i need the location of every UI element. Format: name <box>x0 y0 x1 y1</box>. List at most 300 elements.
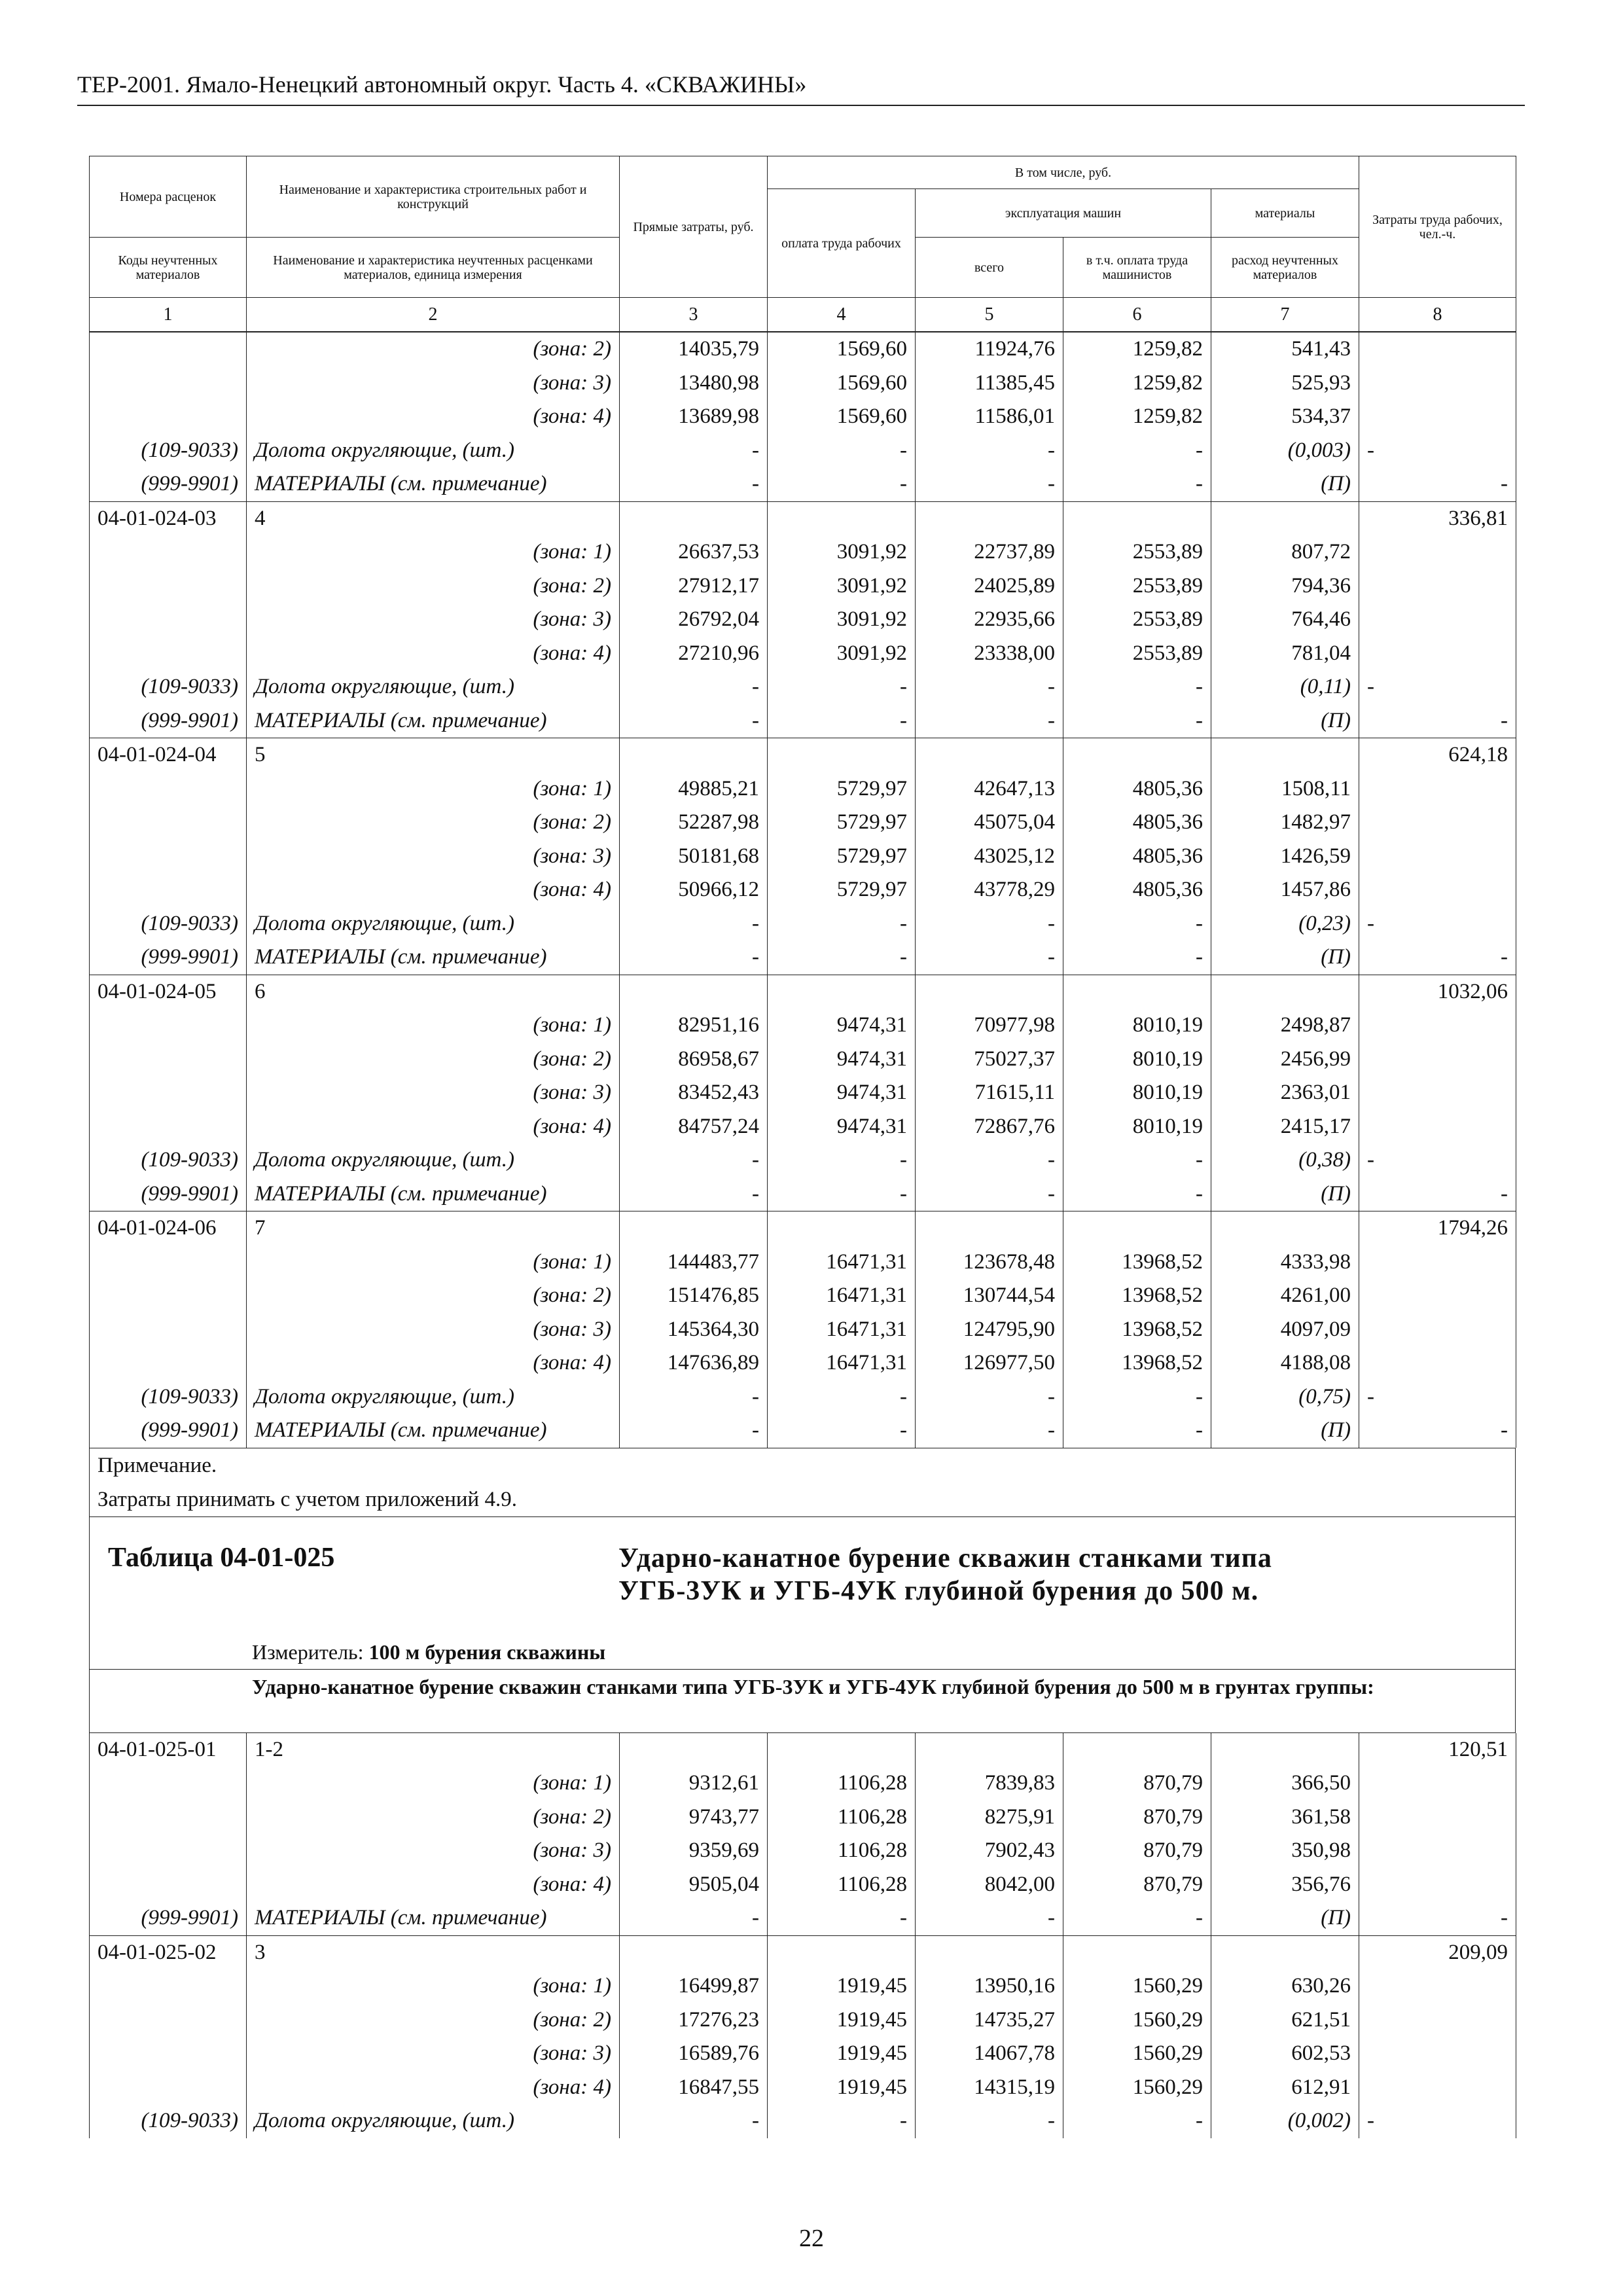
direct-cost: 26637,53 <box>620 535 768 569</box>
material-name: МАТЕРИАЛЫ (см. примечание) <box>247 704 620 738</box>
machine-total: 43778,29 <box>916 873 1063 907</box>
worker-pay: 5729,97 <box>768 806 916 840</box>
dash: - <box>768 1177 916 1211</box>
materials-cost: 1426,59 <box>1211 840 1359 874</box>
col-labor-costs: Затраты труда рабочих, чел.-ч. <box>1359 156 1516 298</box>
zone-label: (зона: 2) <box>247 1279 620 1313</box>
direct-cost: 145364,30 <box>620 1313 768 1347</box>
direct-cost: 84757,24 <box>620 1110 768 1144</box>
dash: - <box>916 1177 1063 1211</box>
rate-code: 04-01-025-01 <box>90 1733 247 1767</box>
operator-pay: 2553,89 <box>1063 535 1211 569</box>
operator-pay: 1259,82 <box>1063 400 1211 434</box>
materials-cost: 807,72 <box>1211 535 1359 569</box>
worker-pay: 9474,31 <box>768 1076 916 1110</box>
machine-total: 11586,01 <box>916 400 1063 434</box>
direct-cost: 16847,55 <box>620 2071 768 2105</box>
material-qty: (П) <box>1211 1414 1359 1448</box>
zone-label: (зона: 1) <box>247 772 620 806</box>
rate-code: 04-01-025-02 <box>90 1935 247 1969</box>
materials-cost: 1508,11 <box>1211 772 1359 806</box>
rate-name: 7 <box>247 1211 620 1246</box>
col-num: 2 <box>247 298 620 332</box>
zone-label: (зона: 2) <box>247 569 620 603</box>
dash: - <box>768 941 916 975</box>
machine-total: 14315,19 <box>916 2071 1063 2105</box>
material-name: Долота округляющие, (шт.) <box>247 1380 620 1414</box>
worker-pay: 5729,97 <box>768 873 916 907</box>
col-rate-numbers: Номера расценок <box>90 156 247 238</box>
rate-name: 3 <box>247 1935 620 1969</box>
materials-cost: 4097,09 <box>1211 1313 1359 1347</box>
dash: - <box>1359 467 1516 501</box>
machine-total: 11385,45 <box>916 367 1063 401</box>
operator-pay: 870,79 <box>1063 1868 1211 1902</box>
table-row <box>90 2071 1516 2105</box>
table-row <box>90 1380 1516 1414</box>
machine-total: 14735,27 <box>916 2003 1063 2037</box>
operator-pay: 1560,29 <box>1063 1969 1211 2003</box>
zone-label: (зона: 4) <box>247 873 620 907</box>
dash: - <box>916 941 1063 975</box>
table-row <box>90 1043 1516 1077</box>
material-code: (999-9901) <box>90 704 247 738</box>
material-code: (109-9033) <box>90 670 247 704</box>
table-row <box>90 1834 1516 1868</box>
direct-cost: 86958,67 <box>620 1043 768 1077</box>
direct-cost: 9743,77 <box>620 1801 768 1835</box>
worker-pay: 5729,97 <box>768 772 916 806</box>
material-name: МАТЕРИАЛЫ (см. примечание) <box>247 941 620 975</box>
machine-total: 71615,11 <box>916 1076 1063 1110</box>
worker-pay: 1106,28 <box>768 1767 916 1801</box>
table-header <box>89 156 1516 332</box>
direct-cost: 151476,85 <box>620 1279 768 1313</box>
operator-pay: 8010,19 <box>1063 1110 1211 1144</box>
operator-pay: 1259,82 <box>1063 367 1211 401</box>
machine-total: 8042,00 <box>916 1868 1063 1902</box>
dash: - <box>620 1414 768 1448</box>
rates-table <box>89 156 1516 2138</box>
material-code: (999-9901) <box>90 1177 247 1211</box>
direct-cost: 13480,98 <box>620 367 768 401</box>
material-name: МАТЕРИАЛЫ (см. примечание) <box>247 1901 620 1935</box>
worker-pay: 1106,28 <box>768 1868 916 1902</box>
material-qty: (0,38) <box>1211 1143 1359 1177</box>
labor-cost: 1794,26 <box>1359 1211 1516 1246</box>
material-code: (109-9033) <box>90 434 247 468</box>
unit-value: 100 м бурения скважины <box>368 1640 606 1664</box>
table-row <box>90 772 1516 806</box>
table-row <box>90 400 1516 434</box>
rate-code: 04-01-024-03 <box>90 501 247 535</box>
machine-total: 75027,37 <box>916 1043 1063 1077</box>
worker-pay: 1569,60 <box>768 400 916 434</box>
operator-pay: 13968,52 <box>1063 1279 1211 1313</box>
col-num: 4 <box>768 298 916 332</box>
table-row <box>90 941 1516 975</box>
dash: - <box>1359 2104 1516 2138</box>
table-row <box>90 1801 1516 1835</box>
direct-cost: 50181,68 <box>620 840 768 874</box>
zone-label: (зона: 4) <box>247 400 620 434</box>
direct-cost: 50966,12 <box>620 873 768 907</box>
table-row <box>90 367 1516 401</box>
col-num: 5 <box>916 298 1063 332</box>
material-name: Долота округляющие, (шт.) <box>247 1143 620 1177</box>
materials-cost: 4333,98 <box>1211 1246 1359 1280</box>
dash: - <box>768 1901 916 1935</box>
rate-name: 1-2 <box>247 1733 620 1767</box>
table-row <box>90 1246 1516 1280</box>
labor-cost: 209,09 <box>1359 1935 1516 1969</box>
rate-name: 4 <box>247 501 620 535</box>
dash: - <box>916 1143 1063 1177</box>
col-work-name: Наименование и характеристика строительных работ и конструкций <box>247 156 620 238</box>
machine-total: 14067,78 <box>916 2037 1063 2071</box>
direct-cost: 13689,98 <box>620 400 768 434</box>
direct-cost: 52287,98 <box>620 806 768 840</box>
col-material-names: Наименование и характеристика неучтенных расценками материалов, единица измерения <box>247 238 620 298</box>
worker-pay: 1919,45 <box>768 2037 916 2071</box>
zone-label: (зона: 1) <box>247 1009 620 1043</box>
table-row <box>90 1969 1516 2003</box>
material-name: МАТЕРИАЛЫ (см. примечание) <box>247 1414 620 1448</box>
col-material-codes: Коды неучтенных материалов <box>90 238 247 298</box>
dash: - <box>620 907 768 941</box>
dash: - <box>1359 1380 1516 1414</box>
dash: - <box>1063 1143 1211 1177</box>
materials-cost: 630,26 <box>1211 1969 1359 2003</box>
materials-cost: 2363,01 <box>1211 1076 1359 1110</box>
table-row <box>90 907 1516 941</box>
material-qty: (0,75) <box>1211 1380 1359 1414</box>
zone-label: (зона: 1) <box>247 1767 620 1801</box>
materials-cost: 1482,97 <box>1211 806 1359 840</box>
worker-pay: 16471,31 <box>768 1246 916 1280</box>
dash: - <box>1063 2104 1211 2138</box>
table-025-header <box>89 1516 1516 1669</box>
zone-label: (зона: 3) <box>247 1076 620 1110</box>
material-name: МАТЕРИАЛЫ (см. примечание) <box>247 467 620 501</box>
dash: - <box>768 704 916 738</box>
labor-cost: 624,18 <box>1359 738 1516 772</box>
zone-label: (зона: 2) <box>247 1801 620 1835</box>
table-025-subheader <box>89 1669 1516 1733</box>
col-unaccounted: расход неучтенных материалов <box>1211 238 1359 298</box>
table-row <box>90 501 1516 535</box>
table-row <box>90 1110 1516 1144</box>
table-row <box>90 467 1516 501</box>
table-code: Таблица 04-01-025 <box>108 1542 335 1573</box>
material-qty: (0,23) <box>1211 907 1359 941</box>
rate-code: 04-01-024-04 <box>90 738 247 772</box>
dash: - <box>1063 1414 1211 1448</box>
direct-cost: 14035,79 <box>620 332 768 367</box>
col-in-total: В том числе, руб. <box>768 156 1359 189</box>
dash: - <box>1063 467 1211 501</box>
zone-label: (зона: 3) <box>247 603 620 637</box>
dash: - <box>1063 434 1211 468</box>
dash: - <box>1063 1177 1211 1211</box>
material-code: (109-9033) <box>90 1143 247 1177</box>
operator-pay: 13968,52 <box>1063 1246 1211 1280</box>
table-row <box>90 1279 1516 1313</box>
operator-pay: 1259,82 <box>1063 332 1211 367</box>
dash: - <box>1359 907 1516 941</box>
worker-pay: 9474,31 <box>768 1009 916 1043</box>
col-num: 6 <box>1063 298 1211 332</box>
operator-pay: 4805,36 <box>1063 772 1211 806</box>
dash: - <box>916 907 1063 941</box>
direct-cost: 9359,69 <box>620 1834 768 1868</box>
material-code: (999-9901) <box>90 1414 247 1448</box>
zone-label: (зона: 1) <box>247 1246 620 1280</box>
table-row <box>90 2104 1516 2138</box>
worker-pay: 1919,45 <box>768 2071 916 2105</box>
material-qty: (П) <box>1211 941 1359 975</box>
unit-line <box>252 1640 605 1664</box>
col-total: всего <box>916 238 1063 298</box>
material-name: Долота округляющие, (шт.) <box>247 434 620 468</box>
materials-cost: 764,46 <box>1211 603 1359 637</box>
zone-label: (зона: 4) <box>247 1868 620 1902</box>
direct-cost: 82951,16 <box>620 1009 768 1043</box>
table-row <box>90 1414 1516 1448</box>
worker-pay: 1919,45 <box>768 2003 916 2037</box>
table-row <box>90 1143 1516 1177</box>
zone-label: (зона: 4) <box>247 1346 620 1380</box>
material-qty: (П) <box>1211 1901 1359 1935</box>
material-qty: (0,11) <box>1211 670 1359 704</box>
col-incl-operators: в т.ч. оплата труда машинистов <box>1063 238 1211 298</box>
operator-pay: 870,79 <box>1063 1767 1211 1801</box>
materials-cost: 2415,17 <box>1211 1110 1359 1144</box>
machine-total: 7839,83 <box>916 1767 1063 1801</box>
materials-cost: 4261,00 <box>1211 1279 1359 1313</box>
table-row <box>90 569 1516 603</box>
materials-cost: 602,53 <box>1211 2037 1359 2071</box>
machine-total: 126977,50 <box>916 1346 1063 1380</box>
dash: - <box>768 907 916 941</box>
direct-cost: 144483,77 <box>620 1246 768 1280</box>
table-row <box>90 840 1516 874</box>
note-box <box>89 1448 1516 1516</box>
dash: - <box>620 2104 768 2138</box>
table-row <box>90 603 1516 637</box>
col-num: 7 <box>1211 298 1359 332</box>
table-row <box>90 1733 1516 1767</box>
table-row <box>90 1868 1516 1902</box>
direct-cost: 16589,76 <box>620 2037 768 2071</box>
table-row <box>90 1076 1516 1110</box>
labor-cost: 336,81 <box>1359 501 1516 535</box>
table-row <box>90 434 1516 468</box>
machine-total: 130744,54 <box>916 1279 1063 1313</box>
worker-pay: 3091,92 <box>768 535 916 569</box>
worker-pay: 1919,45 <box>768 1969 916 2003</box>
table-row <box>90 738 1516 772</box>
operator-pay: 8010,19 <box>1063 1043 1211 1077</box>
material-name: Долота округляющие, (шт.) <box>247 907 620 941</box>
table-row <box>90 1211 1516 1246</box>
dash: - <box>620 1380 768 1414</box>
table-row <box>90 637 1516 671</box>
direct-cost: 17276,23 <box>620 2003 768 2037</box>
operator-pay: 4805,36 <box>1063 806 1211 840</box>
worker-pay: 3091,92 <box>768 569 916 603</box>
materials-cost: 541,43 <box>1211 332 1359 367</box>
machine-total: 13950,16 <box>916 1969 1063 2003</box>
col-num: 3 <box>620 298 768 332</box>
material-code: (999-9901) <box>90 941 247 975</box>
zone-label: (зона: 4) <box>247 2071 620 2105</box>
material-code: (109-9033) <box>90 907 247 941</box>
materials-cost: 621,51 <box>1211 2003 1359 2037</box>
materials-cost: 781,04 <box>1211 637 1359 671</box>
dash: - <box>1063 1380 1211 1414</box>
zone-label: (зона: 3) <box>247 367 620 401</box>
table-row <box>90 535 1516 569</box>
table-row <box>90 1346 1516 1380</box>
table-row <box>90 2037 1516 2071</box>
operator-pay: 1560,29 <box>1063 2003 1211 2037</box>
header-rule <box>77 105 1525 106</box>
direct-cost: 9312,61 <box>620 1767 768 1801</box>
col-materials: материалы <box>1211 189 1359 238</box>
dash: - <box>768 1380 916 1414</box>
worker-pay: 3091,92 <box>768 603 916 637</box>
operator-pay: 2553,89 <box>1063 569 1211 603</box>
labor-cost: 1032,06 <box>1359 975 1516 1009</box>
material-code: (999-9901) <box>90 1901 247 1935</box>
worker-pay: 1106,28 <box>768 1801 916 1835</box>
worker-pay: 1569,60 <box>768 367 916 401</box>
dash: - <box>1359 704 1516 738</box>
dash: - <box>768 434 916 468</box>
table-row <box>90 332 1516 367</box>
machine-total: 22935,66 <box>916 603 1063 637</box>
machine-total: 42647,13 <box>916 772 1063 806</box>
material-name: МАТЕРИАЛЫ (см. примечание) <box>247 1177 620 1211</box>
dash: - <box>768 670 916 704</box>
zone-label: (зона: 2) <box>247 806 620 840</box>
subheader-text: Ударно-канатное бурение скважин станками типа УГБ-3УК и УГБ-4УК глубиной бурения до 500 м в грунтах группы: <box>252 1674 1374 1698</box>
dash: - <box>1359 1901 1516 1935</box>
zone-label: (зона: 3) <box>247 1834 620 1868</box>
operator-pay: 13968,52 <box>1063 1313 1211 1347</box>
materials-cost: 794,36 <box>1211 569 1359 603</box>
dash: - <box>916 1414 1063 1448</box>
dash: - <box>1359 670 1516 704</box>
operator-pay: 2553,89 <box>1063 637 1211 671</box>
labor-cost: 120,51 <box>1359 1733 1516 1767</box>
operator-pay: 4805,36 <box>1063 873 1211 907</box>
dash: - <box>768 2104 916 2138</box>
table-row <box>90 1177 1516 1211</box>
dash: - <box>1359 1177 1516 1211</box>
materials-cost: 612,91 <box>1211 2071 1359 2105</box>
machine-total: 11924,76 <box>916 332 1063 367</box>
operator-pay: 8010,19 <box>1063 1076 1211 1110</box>
operator-pay: 1560,29 <box>1063 2071 1211 2105</box>
rate-name: 6 <box>247 975 620 1009</box>
dash: - <box>1359 1414 1516 1448</box>
direct-cost: 26792,04 <box>620 603 768 637</box>
material-qty: (П) <box>1211 1177 1359 1211</box>
operator-pay: 4805,36 <box>1063 840 1211 874</box>
zone-label: (зона: 3) <box>247 840 620 874</box>
dash: - <box>916 2104 1063 2138</box>
materials-cost: 2456,99 <box>1211 1043 1359 1077</box>
worker-pay: 1569,60 <box>768 332 916 367</box>
dash: - <box>916 467 1063 501</box>
materials-cost: 525,93 <box>1211 367 1359 401</box>
dash: - <box>916 670 1063 704</box>
table-row <box>90 1935 1516 1969</box>
dash: - <box>620 941 768 975</box>
direct-cost: 83452,43 <box>620 1076 768 1110</box>
machine-total: 7902,43 <box>916 1834 1063 1868</box>
dash: - <box>768 1143 916 1177</box>
table-body-024 <box>89 332 1516 1448</box>
dash: - <box>916 1380 1063 1414</box>
worker-pay: 5729,97 <box>768 840 916 874</box>
zone-label: (зона: 1) <box>247 1969 620 2003</box>
zone-label: (зона: 3) <box>247 2037 620 2071</box>
materials-cost: 350,98 <box>1211 1834 1359 1868</box>
dash: - <box>620 1901 768 1935</box>
zone-label: (зона: 2) <box>247 1043 620 1077</box>
page-number: 22 <box>799 2225 824 2252</box>
material-name: Долота округляющие, (шт.) <box>247 2104 620 2138</box>
materials-cost: 1457,86 <box>1211 873 1359 907</box>
note-title: Примечание. <box>98 1453 217 1477</box>
col-direct-costs: Прямые затраты, руб. <box>620 156 768 298</box>
dash: - <box>620 434 768 468</box>
machine-total: 123678,48 <box>916 1246 1063 1280</box>
rate-code: 04-01-024-05 <box>90 975 247 1009</box>
table-row <box>90 704 1516 738</box>
worker-pay: 9474,31 <box>768 1110 916 1144</box>
col-num: 8 <box>1359 298 1516 332</box>
table-title: Ударно-канатное бурение скважин станками типа УГБ-3УК и УГБ-4УК глубиной бурения до 500 м. <box>618 1543 1272 1606</box>
machine-total: 23338,00 <box>916 637 1063 671</box>
table-body-025 <box>89 1733 1516 2138</box>
dash: - <box>1063 941 1211 975</box>
col-num: 1 <box>90 298 247 332</box>
machine-total: 72867,76 <box>916 1110 1063 1144</box>
worker-pay: 16471,31 <box>768 1313 916 1347</box>
operator-pay: 2553,89 <box>1063 603 1211 637</box>
machine-total: 22737,89 <box>916 535 1063 569</box>
material-qty: (П) <box>1211 467 1359 501</box>
materials-cost: 361,58 <box>1211 1801 1359 1835</box>
material-code: (109-9033) <box>90 1380 247 1414</box>
dash: - <box>768 1414 916 1448</box>
materials-cost: 4188,08 <box>1211 1346 1359 1380</box>
direct-cost: 27210,96 <box>620 637 768 671</box>
table-row <box>90 1767 1516 1801</box>
dash: - <box>916 704 1063 738</box>
dash: - <box>1063 907 1211 941</box>
note-text: Затраты принимать с учетом приложений 4.9. <box>98 1487 517 1511</box>
machine-total: 70977,98 <box>916 1009 1063 1043</box>
material-code: (109-9033) <box>90 2104 247 2138</box>
materials-cost: 366,50 <box>1211 1767 1359 1801</box>
materials-cost: 2498,87 <box>1211 1009 1359 1043</box>
operator-pay: 1560,29 <box>1063 2037 1211 2071</box>
